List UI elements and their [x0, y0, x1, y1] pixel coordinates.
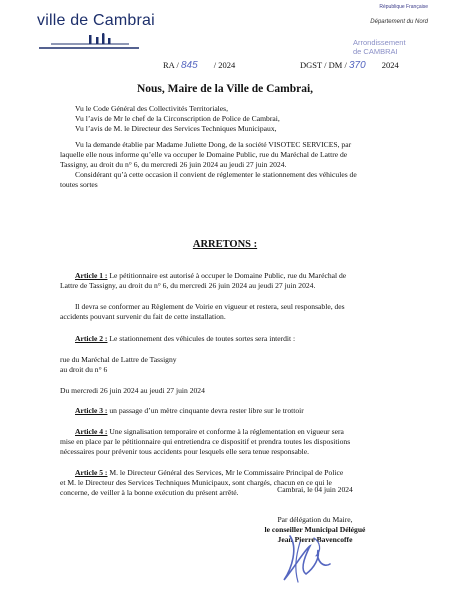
- article-3: [75, 406, 304, 416]
- signatory-name: Jean Pierre Bavencoffe: [277, 535, 353, 544]
- article-5-label: Article 5 :: [75, 468, 108, 477]
- ra-number: 845: [180, 60, 198, 71]
- article-3-label: Article 3 :: [75, 406, 108, 415]
- article-2-number: au droit du n° 6: [60, 365, 108, 374]
- delegation-label: Par délégation du Maire,: [277, 515, 353, 524]
- arrondissement-line2: de CAMBRAI: [353, 47, 398, 56]
- handwritten-signature: [270, 528, 350, 588]
- article-2-street: rue du Maréchal de Lattre de Tassigny: [60, 355, 177, 364]
- article-1-line2: Lattre de Tassigny, au droit du n° 6, du mercredi 26 juin 2024 au jeudi 27 juin 2024.: [60, 281, 316, 290]
- dgst-reference: [300, 60, 399, 71]
- departement-label: Département du Nord: [370, 19, 428, 25]
- article-4-label: Article 4 :: [75, 427, 108, 436]
- republique-label: République Française: [379, 4, 428, 10]
- place-date: Cambrai, le 04 juin 2024: [277, 485, 353, 494]
- logo-text: ville de Cambrai: [37, 12, 155, 29]
- dgst-number: 370: [348, 60, 366, 71]
- dgst-year: 2024: [381, 60, 399, 70]
- article-4: [75, 427, 344, 437]
- page-title: Nous, Maire de la Ville de Cambrai,: [136, 83, 314, 95]
- article-5-line3: concerne, de veiller à la bonne exécution du présent arrêté.: [60, 488, 239, 497]
- article-1-para2-line2: accidents pouvant survenir du fait de cette installation.: [60, 312, 226, 321]
- ra-year: / 2024: [213, 60, 236, 70]
- article-1-para2: Il devra se conformer au Règlement de Voirie en vigueur et restera, seul responsable, des: [75, 302, 345, 311]
- city-logo: [37, 12, 177, 52]
- signatory-role: le conseiller Municipal Délégué: [264, 525, 366, 534]
- vu-line: Vu l’avis de Mr le chef de la Circonscription de Police de Cambrai,: [75, 114, 280, 123]
- arrondissement-line1: Arrondissement: [353, 38, 406, 47]
- article-2-text: Le stationnement des véhicules de toutes sortes sera interdit :: [107, 334, 296, 343]
- article-1-label: Article 1 :: [75, 271, 108, 280]
- article-2-label: Article 2 :: [75, 334, 108, 343]
- article-1-text: Le pétitionnaire est autorisé à occuper le Domaine Public, rue du Maréchal de: [107, 271, 347, 280]
- article-5: [75, 468, 343, 478]
- ra-reference: [163, 60, 235, 71]
- city-skyline-icon: [39, 33, 139, 51]
- ra-label: RA /: [163, 60, 179, 70]
- article-2: [75, 334, 295, 344]
- article-5-line2: et M. le Directeur des Services Techniques Municipaux, sont chargés, chacun en ce qui le: [60, 478, 332, 487]
- article-4-text: Une signalisation temporaire et conforme à la réglementation en vigueur sera: [107, 427, 344, 436]
- vu-line: Vu le Code Général des Collectivités Territoriales,: [75, 104, 229, 113]
- arrondissement-label: [353, 38, 428, 56]
- article-1: [75, 271, 346, 281]
- vu-line: Vu l’avis de M. le Directeur des Services Techniques Municipaux,: [75, 124, 277, 133]
- article-4-line3: nécessaires pour prévenir tous accidents pour lesquels elle sera tenue responsable.: [60, 447, 310, 456]
- demande-line: Tassigny, au droit du n° 6, du mercredi 26 juin 2024 au jeudi 27 juin 2024.: [60, 160, 287, 169]
- article-4-line2: mise en place par le pétitionnaire qui entretiendra ce dispositif et prendra toutes les dispositions: [60, 437, 351, 446]
- article-3-text: un passage d’un mètre cinquante devra rester libre sur le trottoir: [107, 406, 304, 415]
- demande-line: Vu la demande établie par Madame Juliette Dong, de la société VISOTEC SERVICES, par: [75, 140, 352, 149]
- considerant-line: Considérant qu’à cette occasion il convient de réglementer le stationnement des véhicules de: [75, 170, 357, 179]
- demande-line: laquelle elle nous informe qu’elle va occuper le Domaine Public, rue du Maréchal de Lattre de: [60, 150, 348, 159]
- article-5-text: M. le Directeur Général des Services, Mr le Commissaire Principal de Police: [107, 468, 344, 477]
- article-2-dates: Du mercredi 26 juin 2024 au jeudi 27 juin 2024: [60, 386, 205, 395]
- administrative-header: [333, 4, 428, 56]
- arretons-heading: ARRETONS :: [192, 239, 258, 250]
- dgst-label: DGST / DM /: [300, 60, 347, 70]
- considerant-line: toutes sortes: [60, 180, 98, 189]
